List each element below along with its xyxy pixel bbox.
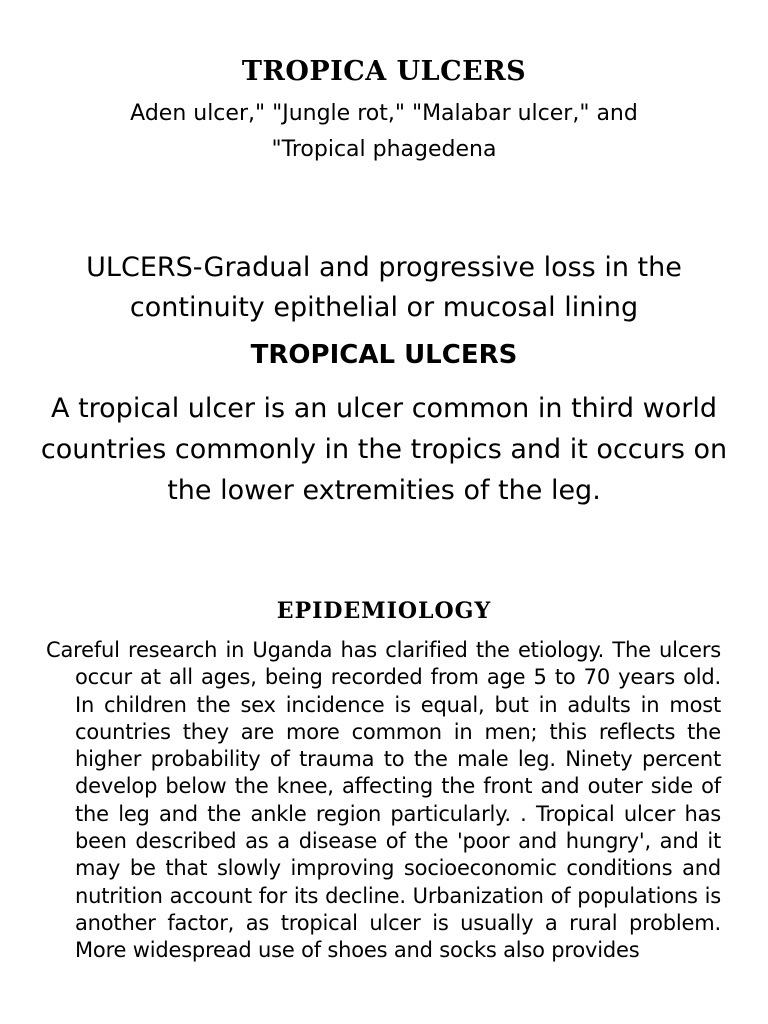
ulcer-definition: ULCERS-Gradual and progressive loss in the continuity epithelial or mucosal lining [86, 252, 682, 323]
page-title: TROPICA ULCERS [241, 56, 527, 87]
section-heading-tropical-ulcers: TROPICAL ULCERS [250, 340, 518, 370]
epidemiology-heading: EPIDEMIOLOGY [276, 598, 492, 624]
tropical-ulcer-description: A tropical ulcer is an ulcer common in third world countries commonly in the tropics and it occurs on the lower extremities of the leg. [40, 393, 728, 506]
epidemiology-paragraph: Careful research in Uganda has clarified the etiology. The ulcers occur at all ages, being recorded from age 5 to 70 years old. In children the sex incidence is equal, but in adults in most countries they are more common in men; this reflects the higher probability of trauma to the male leg. Ninety percent develop below the knee, affecting the front and outer side of the leg and the ankle region particularly. . Tropical ulcer has been described as a disease of the 'poor and hungry', and it may be that slowly improving socioeconomic conditions and nutrition account for its decline. Urbanization of populations is another factor, as tropical ulcer is usually a rural problem. More widespread use of shoes and socks also provides [46, 638, 721, 963]
subtitle-synonyms: Aden ulcer," "Jungle rot," "Malabar ulcer," and "Tropical phagedena [130, 101, 638, 162]
